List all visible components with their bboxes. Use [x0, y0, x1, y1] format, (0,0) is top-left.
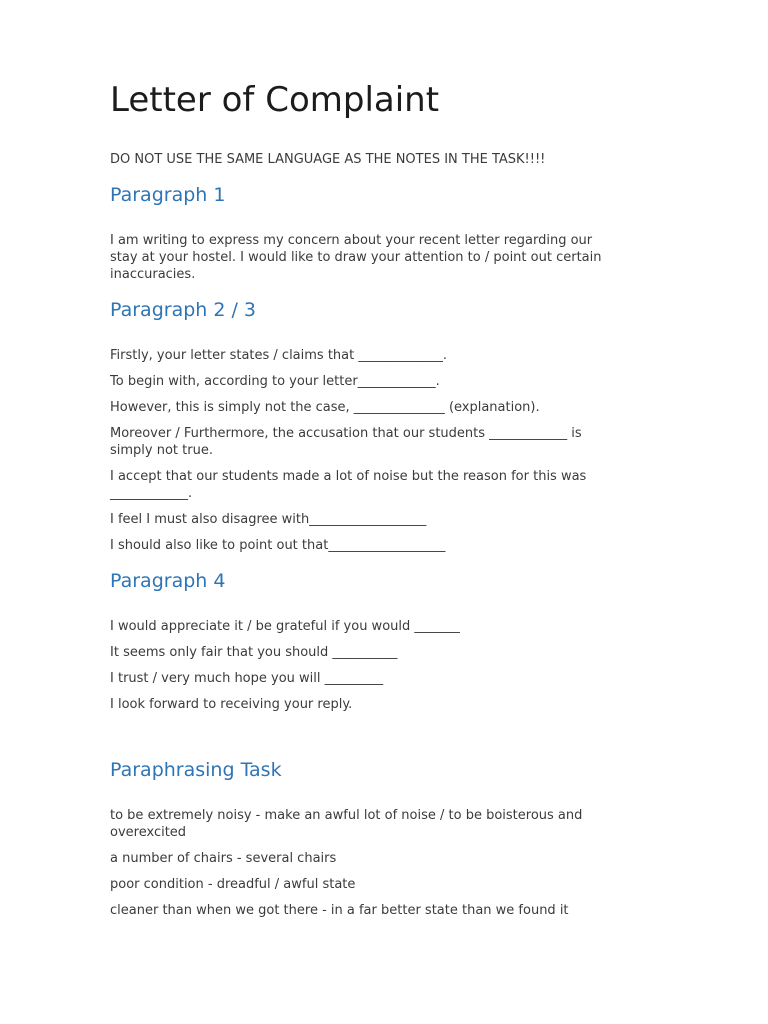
paragraph [110, 644, 718, 661]
paragraph-line: cleaner than when we got there - in a far better state than we found it [110, 903, 569, 918]
paragraph [110, 902, 718, 919]
paragraph [110, 876, 718, 893]
paragraph [110, 696, 718, 713]
paragraph-line: a number of chairs - several chairs [110, 851, 337, 866]
paragraph-line: Firstly, your letter states / claims that _____________. [110, 348, 447, 363]
paragraph-line: I should also like to point out that__________________ [110, 538, 446, 553]
paragraph-line: I look forward to receiving your reply. [110, 697, 353, 712]
paragraph-line: I feel I must also disagree with__________________ [110, 512, 427, 527]
paragraph-line: However, this is simply not the case, ______________ (explanation). [110, 400, 540, 415]
paragraph [110, 399, 718, 416]
paragraph-line: overexcited [110, 825, 187, 840]
paragraph-line: Moreover / Furthermore, the accusation that our students ____________ is [110, 426, 582, 441]
paragraph [110, 511, 718, 528]
paragraph [110, 618, 718, 635]
paragraph-line: stay at your hostel. I would like to draw your attention to / point out certain [110, 250, 602, 265]
paragraph [110, 670, 718, 687]
paragraph [110, 537, 718, 554]
paragraph [110, 807, 718, 841]
document-title: Letter of Complaint [110, 80, 440, 120]
paragraph-line: poor condition - dreadful / awful state [110, 877, 356, 892]
paragraph [110, 232, 718, 283]
paragraph [110, 850, 718, 867]
section-heading-paraphrasing-task: Paraphrasing Task [110, 759, 282, 781]
paragraph-line: I am writing to express my concern about your recent letter regarding our [110, 233, 593, 248]
paragraph-line: It seems only fair that you should __________ [110, 645, 398, 660]
paragraph [110, 425, 718, 459]
section-heading-paragraph-4: Paragraph 4 [110, 570, 226, 592]
paragraph [110, 347, 718, 364]
paragraph-line: I accept that our students made a lot of noise but the reason for this was [110, 469, 587, 484]
paragraph-line: to be extremely noisy - make an awful lot of noise / to be boisterous and [110, 808, 583, 823]
paragraph [110, 468, 718, 502]
paragraph [110, 373, 718, 390]
warning-text: DO NOT USE THE SAME LANGUAGE AS THE NOTES IN THE TASK!!!! [110, 152, 546, 167]
paragraph-line: ____________. [110, 486, 193, 501]
paragraph-line: inaccuracies. [110, 267, 196, 282]
paragraph-line: simply not true. [110, 443, 213, 458]
paragraph-line: To begin with, according to your letter____________. [110, 374, 440, 389]
section-heading-paragraph-1: Paragraph 1 [110, 184, 226, 206]
paragraph-line: I trust / very much hope you will _________ [110, 671, 384, 686]
section-heading-paragraph-2-3: Paragraph 2 / 3 [110, 299, 257, 321]
paragraph-line: I would appreciate it / be grateful if you would _______ [110, 619, 460, 634]
